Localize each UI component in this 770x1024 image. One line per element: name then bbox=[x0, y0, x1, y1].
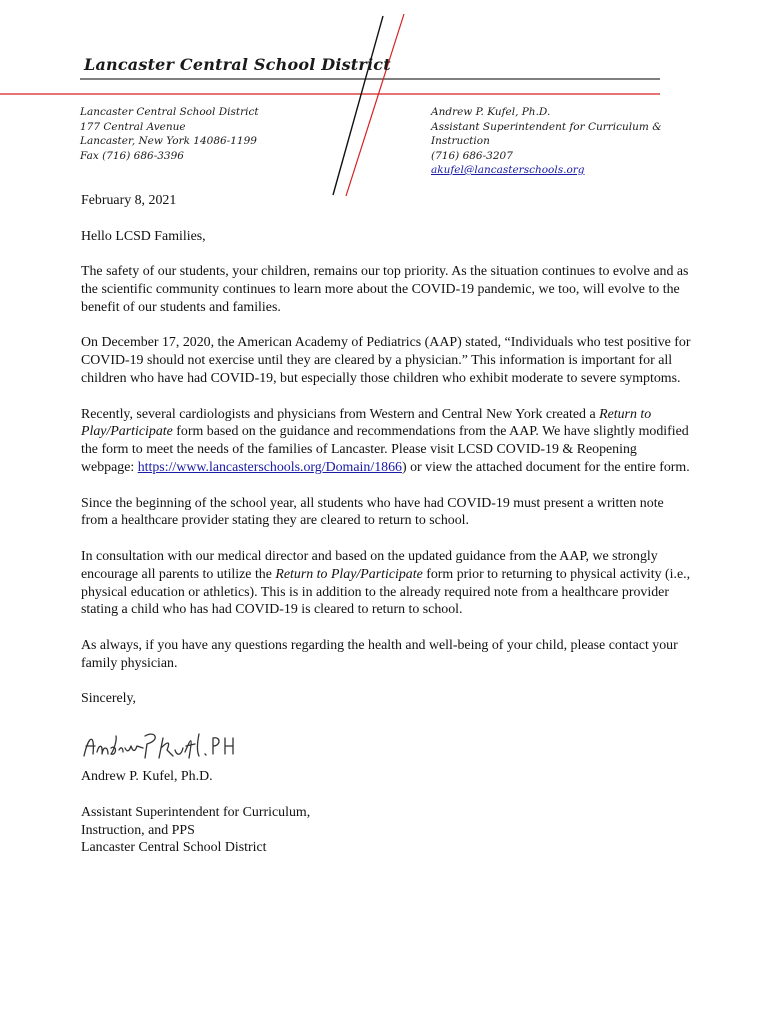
paragraph-consultation bbox=[81, 548, 691, 619]
address-line: Lancaster, New York 14086-1199 bbox=[80, 135, 257, 147]
text-run: In consultation with our medical director and based on the updated guidance from the AAP, we strongly encourage all parents to utilize the bbox=[81, 548, 658, 582]
district-address-block bbox=[80, 105, 259, 163]
text-run: form based on the guidance and recommendations from the AAP. We have slightly modified the form to meet the needs of the families of Lancaster. Please visit LCSD COVID-19 & Reopening webpage: bbox=[81, 424, 689, 475]
text-run: Recently, several cardiologists and physicians from Western and Central New York created a bbox=[81, 406, 600, 422]
text-run: form prior to returning to physical activity (i.e., physical education or athletics). This is in addition to the already required note from a healthcare provider stating a child who has had COVID-19 is cleared to return to school. bbox=[81, 566, 691, 618]
paragraph-aap: On December 17, 2020, the American Academy of Pediatrics (AAP) stated, “Individuals who test positive for COVID-19 should not exercise until they are cleared by a physician.” This information is important for all children who have had COVID-19, but especially those children who exhibit moderate to severe symptoms. bbox=[81, 335, 691, 386]
form-name: Return to Play/Participate bbox=[81, 406, 652, 440]
black-slash bbox=[333, 16, 383, 195]
text-run: ) or view the attached document for the entire form. bbox=[401, 459, 690, 475]
letter-greeting: Hello LCSD Families, bbox=[81, 228, 206, 244]
address-line: Lancaster Central School District bbox=[80, 106, 259, 118]
reopening-webpage-link[interactable]: https://www.lancasterschools.org/Domain/1866 bbox=[137, 459, 402, 475]
fax-line: Fax (716) 686-3396 bbox=[80, 149, 184, 162]
form-name: Return to Play/Participate bbox=[275, 566, 423, 582]
paragraph-contact: As always, if you have any questions regarding the health and well-being of your child, please contact your family physician. bbox=[81, 637, 678, 671]
paragraph-safety: The safety of our students, your children, remains our top priority. As the situation continues to evolve and as the scientific community continues to learn more about the COVID-19 pandemic, we too, will evolve to the benefit of our students and families. bbox=[81, 264, 689, 315]
sender-title-line: Assistant Superintendent for Curriculum & bbox=[431, 120, 662, 133]
closing: Sincerely, bbox=[81, 691, 137, 707]
sender-email-link[interactable]: akufel@lancasterschools.org bbox=[431, 164, 585, 176]
signer-title-block bbox=[81, 804, 691, 857]
red-slash bbox=[346, 14, 404, 196]
signer-name: Andrew P. Kufel, Ph.D. bbox=[81, 769, 213, 785]
address-line: 177 Central Avenue bbox=[80, 120, 186, 133]
signature-image bbox=[81, 728, 241, 764]
signer-title-line: Instruction, and PPS bbox=[81, 822, 195, 838]
signature bbox=[81, 728, 691, 768]
signer-title-line: Assistant Superintendent for Curriculum, bbox=[81, 804, 311, 820]
sender-title-line: Instruction bbox=[431, 135, 490, 147]
sender-phone: (716) 686-3207 bbox=[431, 149, 513, 162]
signer-title-line: Lancaster Central School District bbox=[81, 840, 267, 856]
sender-contact-block bbox=[431, 105, 662, 178]
sender-name: Andrew P. Kufel, Ph.D. bbox=[431, 106, 551, 118]
paragraph-written-note: Since the beginning of the school year, all students who have had COVID-19 must present a written note from a healthcare provider stating they are cleared to return to school. bbox=[81, 495, 664, 529]
letter-body bbox=[81, 192, 691, 857]
letter-date: February 8, 2021 bbox=[81, 193, 177, 208]
paragraph-return-to-play bbox=[81, 406, 691, 477]
district-title: Lancaster Central School District bbox=[84, 55, 391, 74]
